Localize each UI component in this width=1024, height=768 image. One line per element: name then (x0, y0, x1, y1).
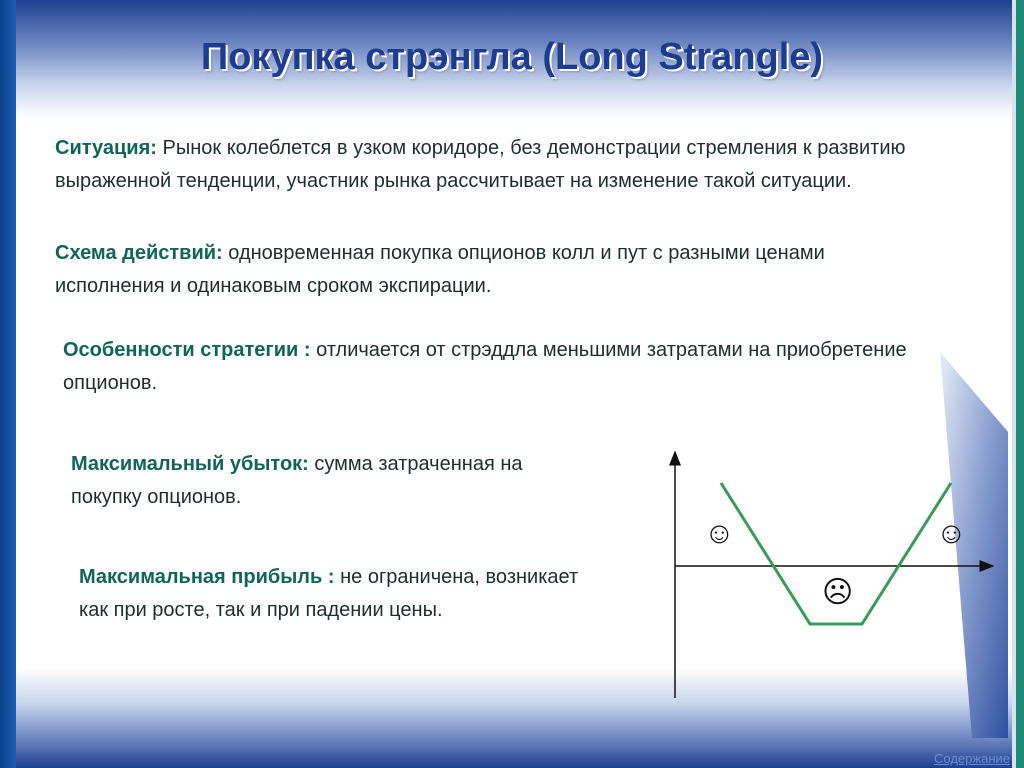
max-loss-text: сумма затраченная на покупку опционов. (71, 453, 523, 508)
situation-label: Ситуация: (55, 137, 157, 159)
features-label: Особенности стратегии : (63, 339, 311, 361)
max-profit-text: не ограничена, возникает как при росте, так и при падении цены. (79, 566, 579, 621)
max-loss-label: Максимальный убыток: (71, 453, 309, 475)
frown-icon: ☹ (822, 576, 854, 609)
max-profit-label: Максимальная прибыль : (79, 566, 335, 588)
scheme-label: Схема действий: (55, 242, 223, 264)
situation-text: Рынок колеблется в узком коридоре, без демонстрации стремления к развитию выраженной тенденции, участник рынка рассчитывает на изменение такой ситуации. (55, 137, 906, 192)
smiley-left-icon: ☺ (704, 517, 735, 550)
scheme-text: одновременная покупка опционов колл и пут с разными ценами исполнения и одинаковым сроком экспирации. (55, 242, 825, 297)
contents-link[interactable]: Содержание (934, 751, 1010, 766)
smiley-right-icon: ☺ (936, 517, 967, 550)
features-text: отличается от стрэддла меньшими затратами на приобретение опционов. (63, 339, 907, 394)
page-title: Покупка стрэнгла (Long Strangle) (200, 36, 824, 78)
